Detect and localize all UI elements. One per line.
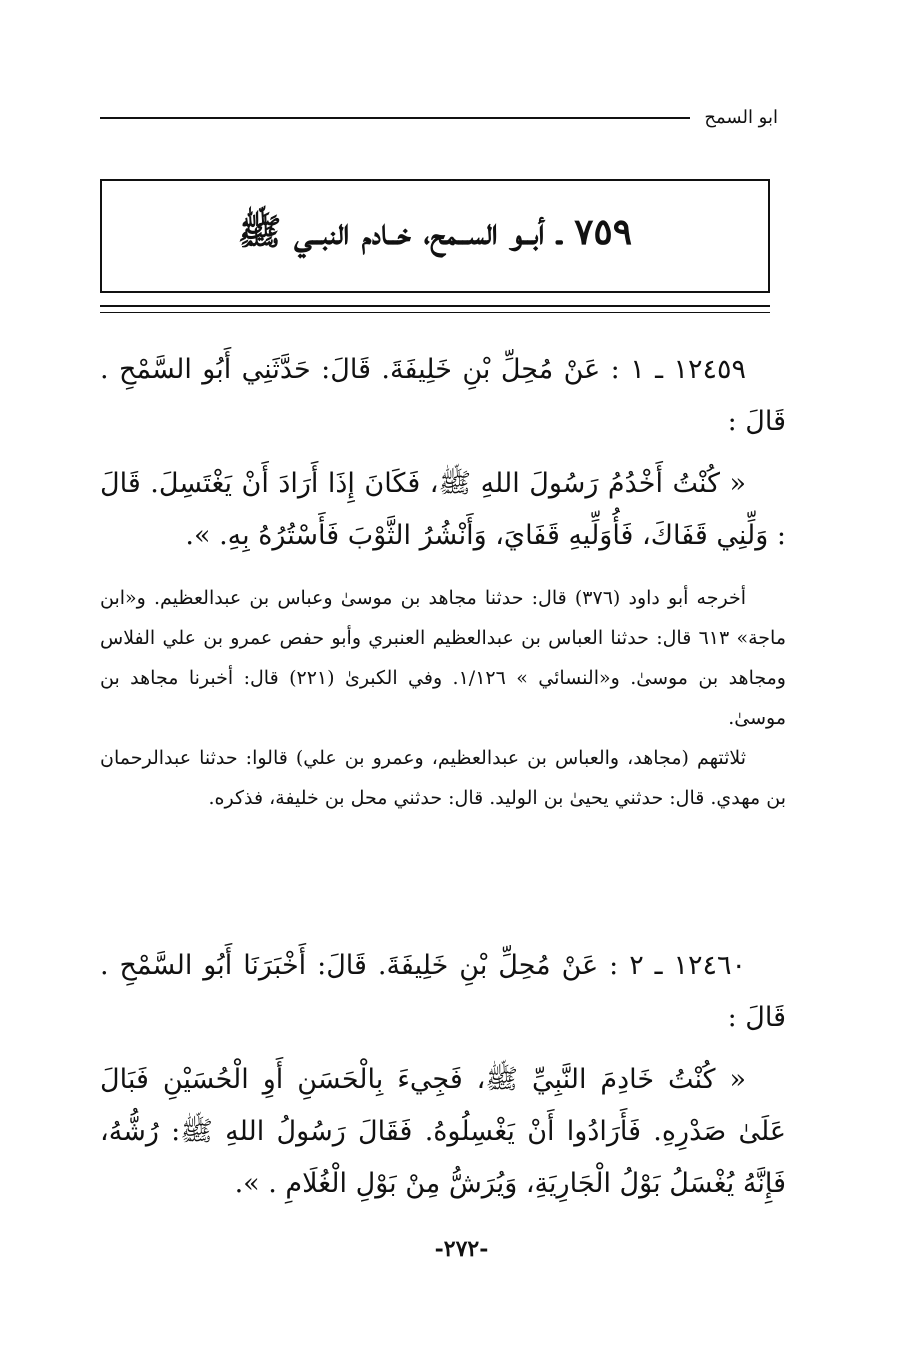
- takhrij-1-sources: أخرجه أبو داود (٣٧٦) قال: حدثنا مجاهد بن موسىٰ وعباس بن عبدالعظيم. و«ابن ماجة» ٦١٣ قال: حدثنا العباس بن عبدالعظيم العنبري وأبو حفص عمرو بن علي الفلاس ومجاهد بن موسىٰ. و«النسائي » ١/١٢٦. وفي الكبرىٰ (٢٢١) قال: أخبرنا مجاهد بن موسىٰ.: [100, 587, 786, 729]
- hadith-1-matn: « كُنْتُ أَخْدُمُ رَسُولَ اللهِ ﷺ، فَكَانَ إِذَا أَرَادَ أَنْ يَغْتَسِلَ. قَالَ : وَلِّنِي قَفَاكَ، فَأُوَلِّيهِ قَفَايَ، وَأَنْشُرُ الثَّوْبَ فَأَسْتُرُهُ بِهِ. ».: [100, 468, 786, 551]
- title-divider-thick: [100, 305, 770, 307]
- header-rule: [100, 117, 690, 119]
- running-header: [100, 102, 778, 132]
- hadith-2: [100, 940, 786, 1210]
- running-title: ابو السمح: [704, 106, 778, 128]
- title-divider-thin: [100, 312, 770, 313]
- page-number: -٢٧٢-: [434, 1236, 489, 1262]
- hadith-1-isnad: ١٢٤٥٩ ـ ١ : عَنْ مُحِلِّ بْنِ خَلِيفَةَ. قَالَ: حَدَّثَنِي أَبُو السَّمْحِ . قَالَ :: [100, 354, 786, 437]
- hadith-2-matn: « كُنْتُ خَادِمَ النَّبِيِّ ﷺ، فَجِيءَ بِالْحَسَنِ أَوِ الْحُسَيْنِ فَبَالَ عَلَىٰ صَدْرِهِ. فَأَرَادُوا أَنْ يَغْسِلُوهُ. فَقَالَ رَسُولُ اللهِ ﷺ: رُشُّهُ، فَإِنَّهُ يُغْسَلُ بَوْلُ الْجَارِيَةِ، وَيُرَشُّ مِنْ بَوْلِ الْغُلَامِ . ».: [100, 1064, 786, 1199]
- chapter-title: ٧٥٩ ـ أبــو الســمح، خــادم النبــي ﷺ: [237, 211, 633, 253]
- chapter-title-box: [100, 179, 770, 293]
- hadith-1: [100, 344, 786, 562]
- hadith-2-isnad: ١٢٤٦٠ ـ ٢ : عَنْ مُحِلِّ بْنِ خَلِيفَةَ. قَالَ: أَخْبَرَنَا أَبُو السَّمْحِ . قَالَ :: [100, 950, 786, 1033]
- takhrij-1: [100, 578, 786, 818]
- takhrij-1-chain: ثلاثتهم (مجاهد، والعباس بن عبدالعظيم، وعمرو بن علي) قالوا: حدثنا عبدالرحمان بن مهدي. قال: حدثني يحيىٰ بن الوليد. قال: حدثني محل بن خليفة، فذكره.: [100, 747, 786, 809]
